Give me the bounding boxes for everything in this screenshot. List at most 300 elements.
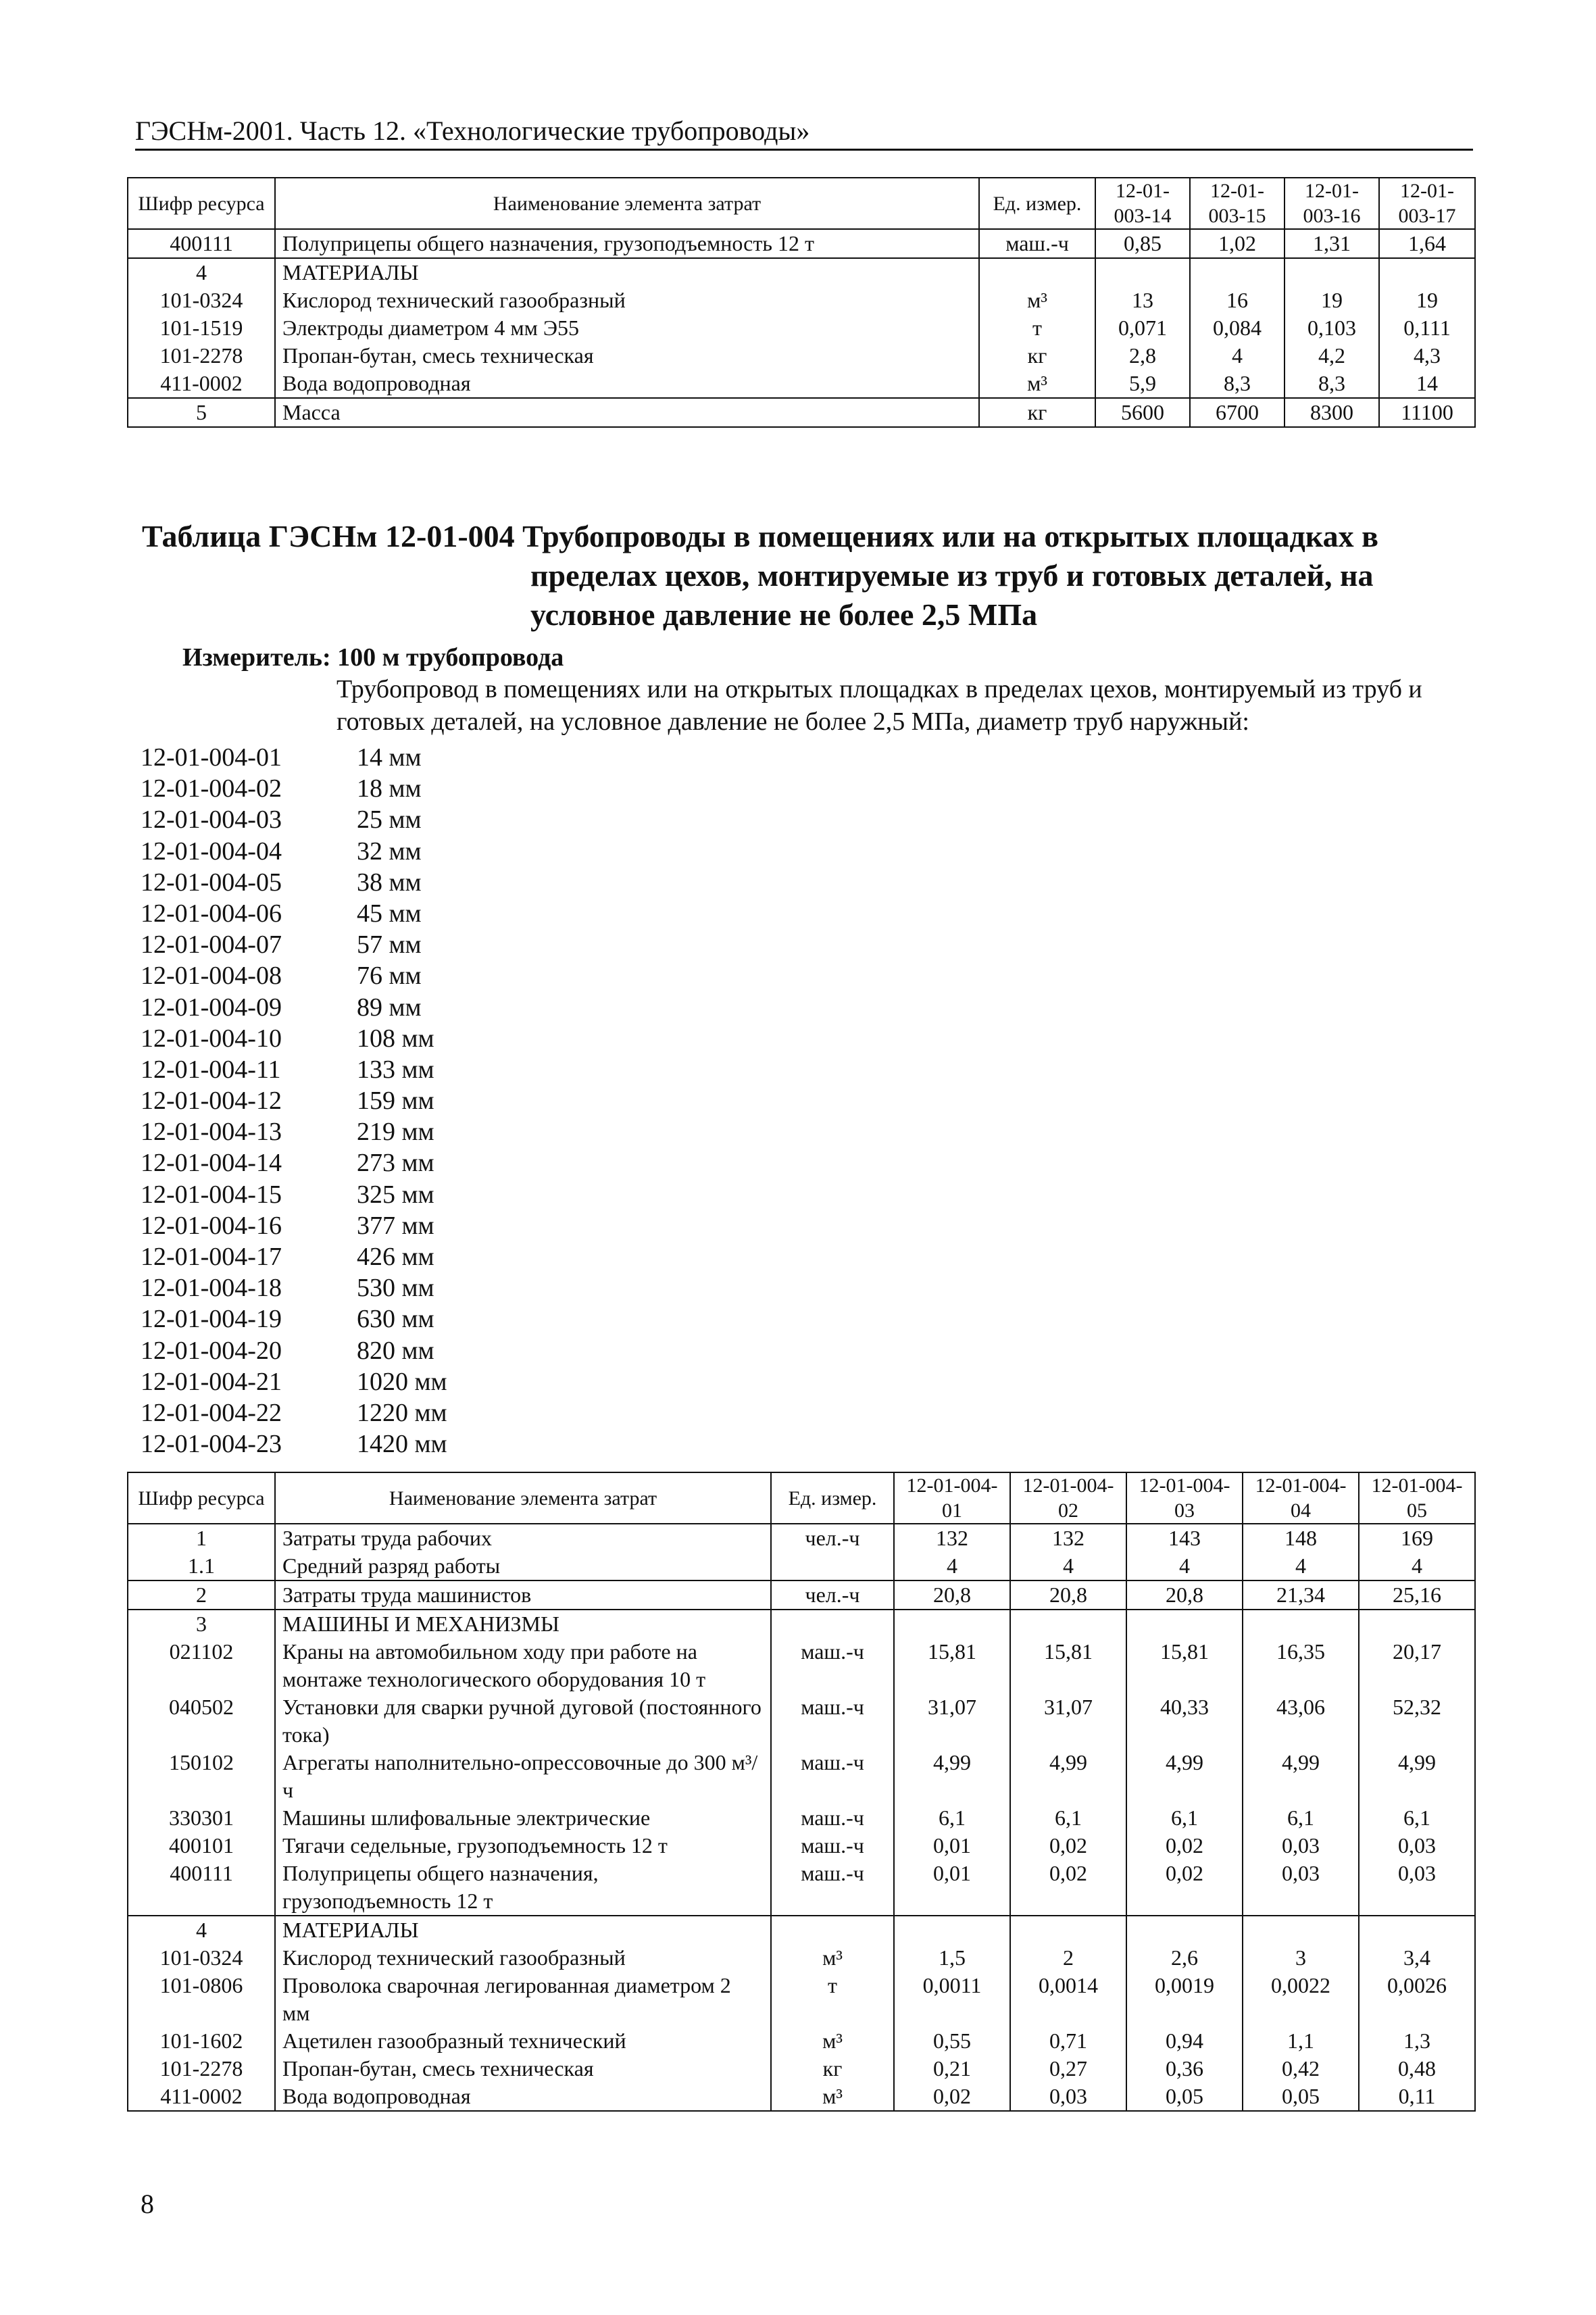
cell-value: 16,35: [1243, 1638, 1359, 1693]
cell-value: 20,17: [1359, 1638, 1475, 1693]
pipeline-description: Трубопровод в помещениях или на открытых площадках в пределах цехов, монтируемый из труб и готовых деталей, на условное давление не более 2,5 МПа, диаметр труб наружный:: [336, 675, 1422, 736]
table-row: [128, 342, 1475, 370]
cell-value: [1359, 1610, 1475, 1638]
cell-value: 2,6: [1126, 1944, 1243, 1972]
cell-unit: маш.-ч: [979, 229, 1095, 258]
pipe-diameter: 76 мм: [357, 962, 422, 991]
table-row: [128, 1804, 1475, 1832]
list-item: [141, 1366, 492, 1397]
table-header-row: [128, 1472, 1475, 1524]
cell-code: 101-1602: [128, 2027, 275, 2055]
header-text: ГЭСНм-2001. Часть 12. «Технологические трубопроводы»: [135, 116, 810, 146]
cell-value: 3: [1243, 1944, 1359, 1972]
pipe-diameter: 32 мм: [357, 837, 422, 866]
cell-value: 5,9: [1095, 370, 1190, 398]
pipe-diameter: 325 мм: [357, 1180, 434, 1209]
table-row: [128, 2027, 1475, 2055]
cell-code: 411-0002: [128, 370, 275, 398]
cell-value: 0,71: [1010, 2027, 1126, 2055]
norm-code: 12-01-004-21: [141, 1367, 282, 1396]
cell-value: 1,1: [1243, 2027, 1359, 2055]
cell-value: 0,111: [1379, 314, 1475, 342]
pipe-diameter: 1220 мм: [357, 1398, 447, 1427]
cell-code: 101-1519: [128, 314, 275, 342]
list-item: [141, 867, 492, 898]
cell-code: 101-0324: [128, 1944, 275, 1972]
list-item: [141, 929, 492, 960]
cell-value: 0,01: [894, 1860, 1010, 1916]
page-number: 8: [141, 2189, 154, 2219]
running-header: [135, 114, 1473, 151]
cell-value: 4: [1190, 342, 1285, 370]
cell-name: Средний разряд работы: [275, 1552, 771, 1580]
cell-value: 0,55: [894, 2027, 1010, 2055]
cell-value: 0,0014: [1010, 1972, 1126, 2027]
cell-unit: м³: [771, 2027, 894, 2055]
pipe-diameter: 426 мм: [357, 1243, 434, 1271]
cell-unit: т: [979, 314, 1095, 342]
cell-value: 0,0026: [1359, 1972, 1475, 2027]
cell-value: 5600: [1095, 398, 1190, 427]
cell-unit: т: [771, 1972, 894, 2027]
pipe-diameter: 530 мм: [357, 1274, 434, 1303]
norm-code: 12-01-004-22: [141, 1398, 282, 1427]
pipe-diameter: 273 мм: [357, 1149, 434, 1178]
table-row: [128, 258, 1475, 287]
cell-value: 4,99: [894, 1749, 1010, 1804]
table-row: [128, 1749, 1475, 1804]
cell-value: 4,99: [1359, 1749, 1475, 1804]
cell-code: 400101: [128, 1832, 275, 1860]
cell-value: 20,8: [1126, 1580, 1243, 1610]
norm-code-list: [141, 742, 492, 1460]
cell-value: 0,0022: [1243, 1972, 1359, 2027]
cell-value: 15,81: [1010, 1638, 1126, 1693]
pipe-diameter: 1420 мм: [357, 1430, 447, 1459]
table-row: [128, 1860, 1475, 1916]
cell-code: 021102: [128, 1638, 275, 1693]
cell-name: Полуприцепы общего назначения, грузоподъемность 12 т: [275, 229, 979, 258]
cell-name: МАТЕРИАЛЫ: [275, 1916, 771, 1944]
cell-value: 1,02: [1190, 229, 1285, 258]
pipe-diameter: 45 мм: [357, 899, 422, 928]
cell-value: [1126, 1610, 1243, 1638]
norm-code: 12-01-004-11: [141, 1055, 281, 1084]
cell-name: Краны на автомобильном ходу при работе на монтаже технологического оборудования 10 т: [275, 1638, 771, 1693]
list-item: [141, 836, 492, 867]
pipe-diameter: 133 мм: [357, 1055, 434, 1084]
list-item: [141, 1054, 492, 1085]
norm-code: 12-01-004-20: [141, 1336, 282, 1365]
cell-value: 4: [1126, 1552, 1243, 1580]
cell-name: Вода водопроводная: [275, 370, 979, 398]
list-item: [141, 1303, 492, 1335]
list-item: [141, 1210, 492, 1241]
cell-value: 132: [894, 1524, 1010, 1552]
cell-name: МАШИНЫ И МЕХАНИЗМЫ: [275, 1610, 771, 1638]
cell-name: Полуприцепы общего назначения, грузоподъемность 12 т: [275, 1860, 771, 1916]
norm-code: 12-01-004-13: [141, 1118, 282, 1147]
cell-value: 0,103: [1285, 314, 1379, 342]
cell-value: 16: [1190, 287, 1285, 314]
col-header-norm: 12-01-003-14: [1095, 178, 1190, 229]
table-row: [128, 314, 1475, 342]
norm-code: 12-01-004-14: [141, 1149, 282, 1178]
table-row: [128, 1693, 1475, 1749]
cell-value: 0,02: [1126, 1832, 1243, 1860]
cell-unit: маш.-ч: [771, 1832, 894, 1860]
measure-label: Измеритель:: [182, 643, 331, 672]
cell-value: 0,94: [1126, 2027, 1243, 2055]
list-item: [141, 1428, 492, 1460]
pipe-diameter: 159 мм: [357, 1087, 434, 1116]
norm-code: 12-01-004-06: [141, 899, 282, 928]
table-row: [128, 1944, 1475, 1972]
col-header-name: Наименование элемента затрат: [275, 1472, 771, 1524]
col-header-norm: 12-01-004-02: [1010, 1472, 1126, 1524]
cell-value: 43,06: [1243, 1693, 1359, 1749]
norm-code: 12-01-004-17: [141, 1243, 282, 1271]
col-header-norm: 12-01-003-17: [1379, 178, 1475, 229]
cell-code: 101-2278: [128, 2055, 275, 2083]
cell-code: 101-0324: [128, 287, 275, 314]
cell-unit: кг: [979, 398, 1095, 427]
norm-code: 12-01-004-08: [141, 962, 282, 991]
cell-unit: чел.-ч: [771, 1524, 894, 1552]
table-row: [128, 370, 1475, 398]
cell-value: 15,81: [894, 1638, 1010, 1693]
cell-value: 0,03: [1010, 2083, 1126, 2111]
cell-value: 0,85: [1095, 229, 1190, 258]
cell-value: 0,05: [1126, 2083, 1243, 2111]
list-item: [141, 1116, 492, 1147]
table-title: [142, 517, 1480, 634]
cell-unit: м³: [979, 287, 1095, 314]
cell-value: [894, 1916, 1010, 1944]
cell-code: 411-0002: [128, 2083, 275, 2111]
list-item: [141, 1241, 492, 1272]
col-header-norm: 12-01-004-03: [1126, 1472, 1243, 1524]
cell-value: 19: [1285, 287, 1379, 314]
cell-value: 148: [1243, 1524, 1359, 1552]
cell-name: МАТЕРИАЛЫ: [275, 258, 979, 287]
table-row: [128, 1916, 1475, 1944]
list-item: [141, 742, 492, 773]
cell-value: 31,07: [1010, 1693, 1126, 1749]
cell-value: 0,42: [1243, 2055, 1359, 2083]
pipe-diameter: 630 мм: [357, 1305, 434, 1334]
col-header-unit: Ед. измер.: [771, 1472, 894, 1524]
cell-value: [1126, 1916, 1243, 1944]
cell-unit: м³: [771, 2083, 894, 2111]
cell-value: [1379, 258, 1475, 287]
table-header-row: [128, 178, 1475, 229]
cell-value: 0,03: [1243, 1860, 1359, 1916]
cell-value: [1243, 1916, 1359, 1944]
measure-value: 100 м трубопровода: [337, 643, 564, 672]
norm-code: 12-01-004-16: [141, 1211, 282, 1240]
norm-code: 12-01-004-19: [141, 1305, 282, 1334]
cell-code: 330301: [128, 1804, 275, 1832]
cell-value: 132: [1010, 1524, 1126, 1552]
cost-table-003: [127, 177, 1476, 428]
cell-value: 3,4: [1359, 1944, 1475, 1972]
cell-name: Ацетилен газообразный технический: [275, 2027, 771, 2055]
pipe-diameter: 219 мм: [357, 1118, 434, 1147]
norm-code: 12-01-004-07: [141, 930, 282, 960]
cell-value: 31,07: [894, 1693, 1010, 1749]
list-item: [141, 992, 492, 1023]
col-header-name: Наименование элемента затрат: [275, 178, 979, 229]
cell-unit: [771, 1916, 894, 1944]
list-item: [141, 1085, 492, 1116]
cell-value: 15,81: [1126, 1638, 1243, 1693]
cell-name: Проволока сварочная легированная диаметром 2 мм: [275, 1972, 771, 2027]
pipe-diameter: 108 мм: [357, 1024, 434, 1053]
pipe-diameter: 89 мм: [357, 993, 422, 1022]
norm-code: 12-01-004-23: [141, 1430, 282, 1459]
title-line-2: пределах цехов, монтируемые из труб и готовых деталей, на: [530, 558, 1374, 593]
cell-name: Тягачи седельные, грузоподъемность 12 т: [275, 1832, 771, 1860]
norm-code: 12-01-004-05: [141, 868, 282, 897]
cell-code: 101-2278: [128, 342, 275, 370]
cell-code: 150102: [128, 1749, 275, 1804]
table-row: [128, 2055, 1475, 2083]
table-row: [128, 229, 1475, 258]
norm-code: 12-01-004-18: [141, 1274, 282, 1303]
cell-unit: кг: [979, 342, 1095, 370]
table-row: [128, 1610, 1475, 1638]
pipe-diameter: 377 мм: [357, 1211, 434, 1240]
cell-name: Кислород технический газообразный: [275, 287, 979, 314]
cell-value: 4,3: [1379, 342, 1475, 370]
cell-name: Пропан-бутан, смесь техническая: [275, 342, 979, 370]
pipe-diameter: 14 мм: [357, 743, 422, 772]
cell-value: 0,05: [1243, 2083, 1359, 2111]
cell-name: Вода водопроводная: [275, 2083, 771, 2111]
cell-value: 52,32: [1359, 1693, 1475, 1749]
norm-code: 12-01-004-15: [141, 1180, 282, 1209]
cell-value: [1359, 1916, 1475, 1944]
cell-name: Затраты труда рабочих: [275, 1524, 771, 1552]
col-header-norm: 12-01-004-05: [1359, 1472, 1475, 1524]
cell-code: 2: [128, 1580, 275, 1610]
cost-table-004: [127, 1472, 1476, 2112]
cell-value: 20,8: [894, 1580, 1010, 1610]
cell-value: 4: [894, 1552, 1010, 1580]
cell-value: 0,02: [1010, 1860, 1126, 1916]
cell-value: 0,0019: [1126, 1972, 1243, 2027]
cell-value: 0,02: [1126, 1860, 1243, 1916]
cell-value: [1243, 1610, 1359, 1638]
cell-code: 4: [128, 258, 275, 287]
cell-value: 6,1: [894, 1804, 1010, 1832]
col-header-norm: 12-01-004-01: [894, 1472, 1010, 1524]
cell-name: Машины шлифовальные электрические: [275, 1804, 771, 1832]
list-item: [141, 1179, 492, 1210]
cell-value: 0,11: [1359, 2083, 1475, 2111]
cell-name: Электроды диаметром 4 мм Э55: [275, 314, 979, 342]
cell-value: 4,99: [1243, 1749, 1359, 1804]
cell-value: 8,3: [1190, 370, 1285, 398]
norm-code: 12-01-004-09: [141, 993, 282, 1022]
cell-name: Затраты труда машинистов: [275, 1580, 771, 1610]
list-item: [141, 1272, 492, 1303]
cell-value: [1095, 258, 1190, 287]
pipe-diameter: 57 мм: [357, 930, 422, 960]
cell-unit: м³: [771, 1944, 894, 1972]
pipe-diameter: 38 мм: [357, 868, 422, 897]
cell-value: 0,071: [1095, 314, 1190, 342]
cell-value: 0,27: [1010, 2055, 1126, 2083]
cell-code: 400111: [128, 1860, 275, 1916]
cell-value: 6700: [1190, 398, 1285, 427]
cell-value: 4: [1010, 1552, 1126, 1580]
cell-value: 1,31: [1285, 229, 1379, 258]
cell-value: 11100: [1379, 398, 1475, 427]
norm-code: 12-01-004-12: [141, 1087, 282, 1116]
table-row: [128, 2083, 1475, 2111]
cell-name: Масса: [275, 398, 979, 427]
norm-code: 12-01-004-02: [141, 774, 282, 803]
list-item: [141, 1147, 492, 1178]
cell-code: 1.1: [128, 1552, 275, 1580]
cell-code: 5: [128, 398, 275, 427]
cell-value: 0,01: [894, 1832, 1010, 1860]
list-item: [141, 960, 492, 991]
list-item: [141, 1397, 492, 1428]
title-line-3: условное давление не более 2,5 МПа: [530, 597, 1038, 632]
cell-value: 6,1: [1126, 1804, 1243, 1832]
cell-value: 1,5: [894, 1944, 1010, 1972]
cell-value: 4: [1243, 1552, 1359, 1580]
cell-value: 6,1: [1243, 1804, 1359, 1832]
cell-value: 0,03: [1359, 1832, 1475, 1860]
cell-value: [1285, 258, 1379, 287]
list-item: [141, 898, 492, 929]
col-header-norm: 12-01-004-04: [1243, 1472, 1359, 1524]
cell-value: 8300: [1285, 398, 1379, 427]
col-header-code: Шифр ресурса: [128, 1472, 275, 1524]
cell-value: 1,64: [1379, 229, 1475, 258]
cell-value: 0,02: [894, 2083, 1010, 2111]
cell-name: Агрегаты наполнительно-опрессовочные до 300 м³/ч: [275, 1749, 771, 1804]
norm-code: 12-01-004-03: [141, 805, 282, 835]
cell-unit: чел.-ч: [771, 1580, 894, 1610]
cell-value: 4,99: [1126, 1749, 1243, 1804]
cell-value: [1190, 258, 1285, 287]
cell-unit: маш.-ч: [771, 1804, 894, 1832]
cell-value: 2: [1010, 1944, 1126, 1972]
col-header-norm: 12-01-003-16: [1285, 178, 1379, 229]
cell-value: 143: [1126, 1524, 1243, 1552]
norm-code: 12-01-004-04: [141, 837, 282, 866]
list-item: [141, 1335, 492, 1366]
cell-value: 4,99: [1010, 1749, 1126, 1804]
cell-value: 40,33: [1126, 1693, 1243, 1749]
cell-value: 4,2: [1285, 342, 1379, 370]
cell-value: 1,3: [1359, 2027, 1475, 2055]
cell-value: 13: [1095, 287, 1190, 314]
table-row: [128, 1972, 1475, 2027]
list-item: [141, 1023, 492, 1054]
pipe-diameter: 820 мм: [357, 1336, 434, 1365]
cell-unit: м³: [979, 370, 1095, 398]
cell-unit: маш.-ч: [771, 1860, 894, 1916]
table-row: [128, 1524, 1475, 1552]
cell-unit: маш.-ч: [771, 1749, 894, 1804]
cell-code: 3: [128, 1610, 275, 1638]
table-row: [128, 287, 1475, 314]
cell-unit: маш.-ч: [771, 1693, 894, 1749]
cell-unit: маш.-ч: [771, 1638, 894, 1693]
col-header-unit: Ед. измер.: [979, 178, 1095, 229]
cell-code: 101-0806: [128, 1972, 275, 2027]
cell-value: [1010, 1916, 1126, 1944]
table-row: [128, 1832, 1475, 1860]
cell-value: 6,1: [1010, 1804, 1126, 1832]
pipe-diameter: 25 мм: [357, 805, 422, 835]
list-item: [141, 773, 492, 804]
cell-code: 1: [128, 1524, 275, 1552]
cell-value: 0,0011: [894, 1972, 1010, 2027]
cell-value: [894, 1610, 1010, 1638]
table-row: [128, 1580, 1475, 1610]
measure-line: [182, 641, 564, 674]
col-header-code: Шифр ресурса: [128, 178, 275, 229]
cell-value: 169: [1359, 1524, 1475, 1552]
cell-unit: [771, 1610, 894, 1638]
cell-value: 0,21: [894, 2055, 1010, 2083]
cell-value: 6,1: [1359, 1804, 1475, 1832]
pipe-diameter: 18 мм: [357, 774, 422, 803]
cell-value: 20,8: [1010, 1580, 1126, 1610]
cell-value: 0,36: [1126, 2055, 1243, 2083]
cell-value: [1010, 1610, 1126, 1638]
cell-code: 400111: [128, 229, 275, 258]
cell-name: Установки для сварки ручной дуговой (постоянного тока): [275, 1693, 771, 1749]
col-header-norm: 12-01-003-15: [1190, 178, 1285, 229]
cell-value: 2,8: [1095, 342, 1190, 370]
list-item: [141, 804, 492, 835]
table-row: [128, 398, 1475, 427]
cell-code: 040502: [128, 1693, 275, 1749]
cell-value: 14: [1379, 370, 1475, 398]
cell-value: 25,16: [1359, 1580, 1475, 1610]
cell-value: 21,34: [1243, 1580, 1359, 1610]
cell-name: Кислород технический газообразный: [275, 1944, 771, 1972]
cell-value: 0,03: [1243, 1832, 1359, 1860]
cell-code: 4: [128, 1916, 275, 1944]
title-line-1: Таблица ГЭСНм 12-01-004 Трубопроводы в помещениях или на открытых площадках в: [142, 519, 1378, 553]
cell-value: 0,48: [1359, 2055, 1475, 2083]
norm-code: 12-01-004-01: [141, 743, 282, 772]
cell-value: 8,3: [1285, 370, 1379, 398]
cell-value: 4: [1359, 1552, 1475, 1580]
table-row: [128, 1552, 1475, 1580]
cell-unit: [979, 258, 1095, 287]
norm-code: 12-01-004-10: [141, 1024, 282, 1053]
cell-value: 19: [1379, 287, 1475, 314]
cell-value: 0,03: [1359, 1860, 1475, 1916]
cell-name: Пропан-бутан, смесь техническая: [275, 2055, 771, 2083]
cell-value: 0,084: [1190, 314, 1285, 342]
cell-value: 0,02: [1010, 1832, 1126, 1860]
table-row: [128, 1638, 1475, 1693]
cell-unit: [771, 1552, 894, 1580]
cell-unit: кг: [771, 2055, 894, 2083]
pipe-diameter: 1020 мм: [357, 1367, 447, 1396]
